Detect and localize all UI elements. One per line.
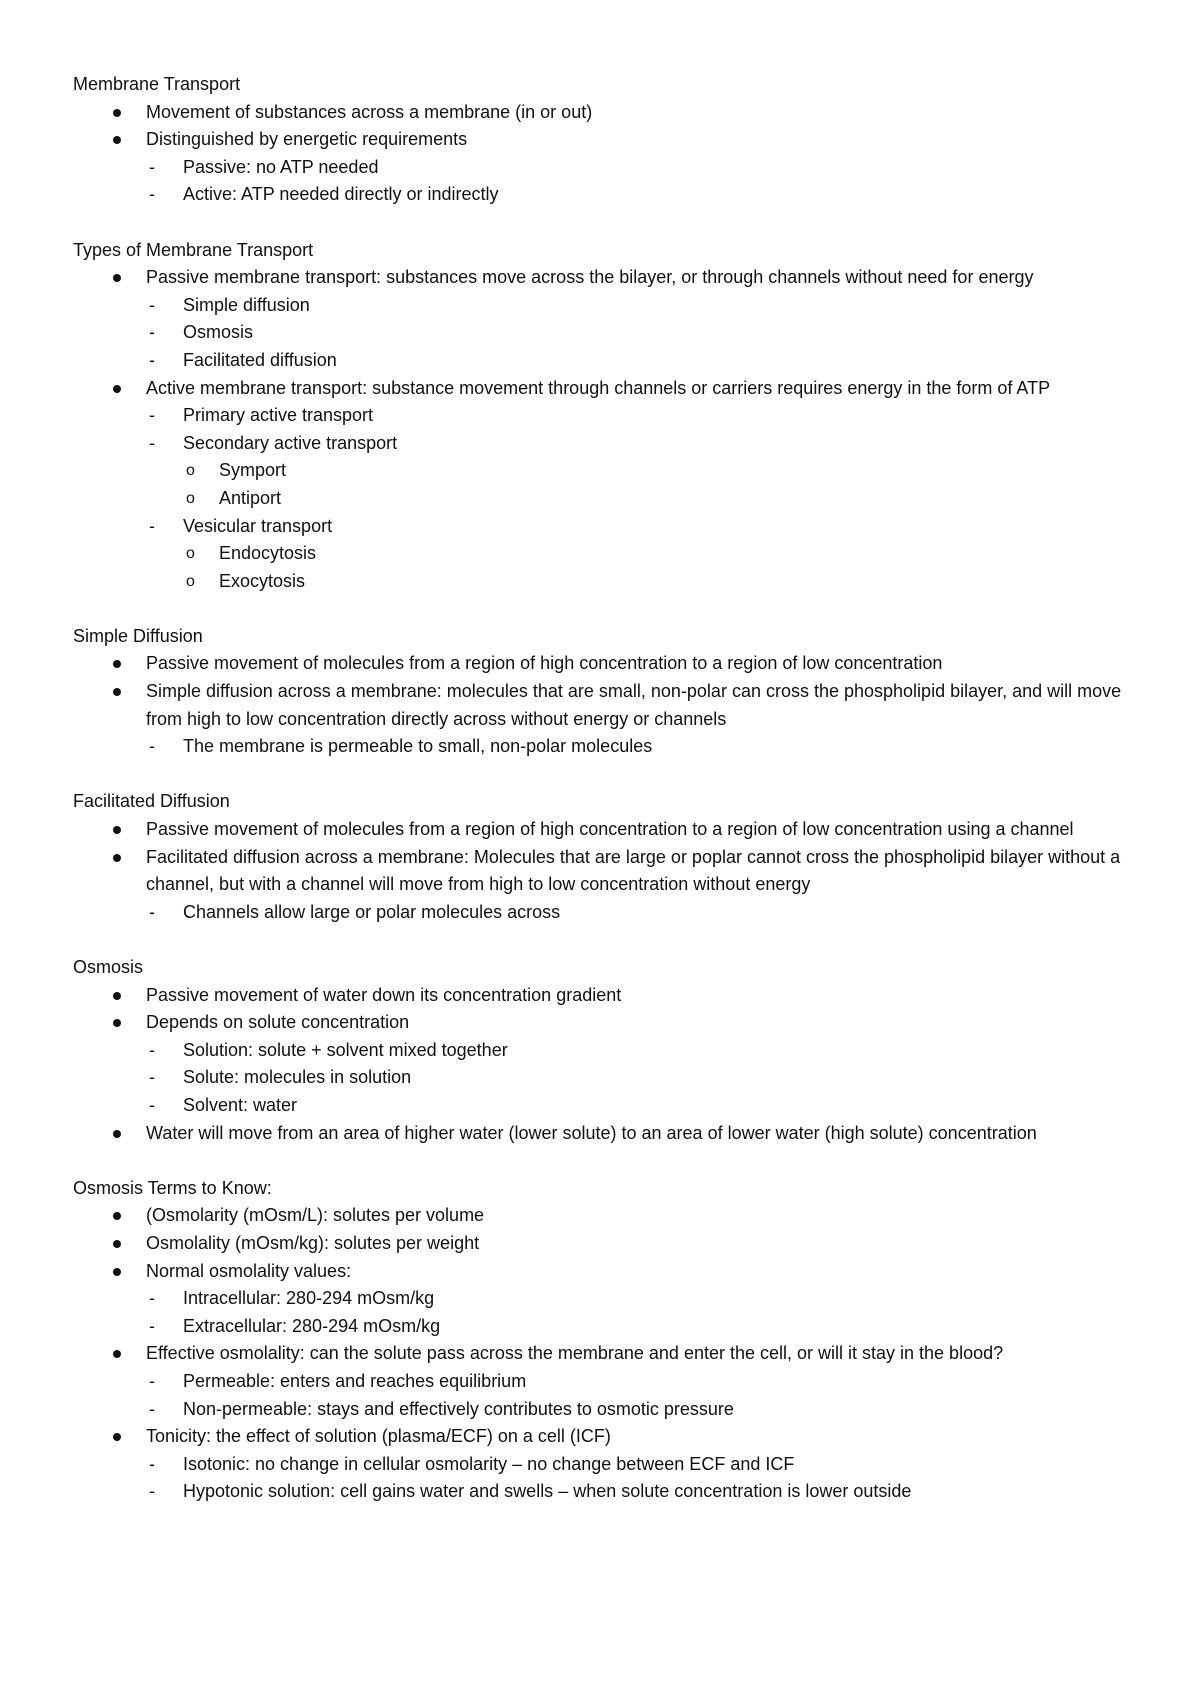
sub-sub-list-item — [219, 485, 1133, 513]
sub-sub-list-item-text: o Endocytosis — [219, 543, 316, 563]
bullet-list — [73, 99, 1133, 209]
sub-list-item-text: - Intracellular: 280-294 mOsm/kg — [183, 1288, 434, 1308]
section-facilitated-diffusion — [73, 788, 1133, 926]
list-item-text: Passive membrane transport: substances move across the bilayer, or through channels without need for energy — [146, 267, 1034, 288]
sub-list-item-text: - Hypotonic solution: cell gains water and swells – when solute concentration is lower outside — [183, 1481, 911, 1501]
sub-list-item-text: - Facilitated diffusion — [183, 350, 337, 370]
list-item-text: Normal osmolality values: — [146, 1260, 352, 1281]
list-item — [146, 678, 1133, 761]
bullet-list — [73, 816, 1133, 926]
section-types-of-membrane-transport — [73, 237, 1133, 596]
sub-list-item — [183, 1396, 1133, 1424]
document-content — [73, 71, 1133, 1533]
sub-list-item — [183, 1313, 1133, 1341]
section-heading: Osmosis Terms to Know: — [73, 1177, 272, 1198]
list-item — [146, 375, 1133, 596]
sub-list — [146, 402, 1133, 595]
list-item-text: Movement of substances across a membrane (in or out) — [146, 101, 593, 122]
sub-list — [146, 1285, 1133, 1340]
sub-sub-list-item-text: o Exocytosis — [219, 571, 305, 591]
sub-sub-list-item — [219, 540, 1133, 568]
list-item-text: Tonicity: the effect of solution (plasma/ECF) on a cell (ICF) — [146, 1426, 611, 1447]
list-item — [146, 1258, 1133, 1341]
sub-list-item — [183, 1285, 1133, 1313]
sub-list-item — [183, 347, 1133, 375]
sub-list-item — [183, 899, 1133, 927]
bullet-list — [73, 1202, 1133, 1506]
list-item — [146, 1120, 1133, 1148]
list-item-text: Passive movement of water down its concentration gradient — [146, 984, 622, 1005]
sub-list-item-text: - Solvent: water — [183, 1095, 297, 1115]
sub-list-item — [183, 733, 1133, 761]
sub-list — [146, 1037, 1133, 1120]
bullet-list — [73, 264, 1133, 595]
list-item-text: Facilitated diffusion across a membrane: Molecules that are large or poplar cannot cross the phospholipid bilayer without a channel, but with a channel will move from high to low concentration without energy — [146, 846, 1121, 895]
list-item — [146, 1202, 1133, 1230]
sub-list-item-text: - Simple diffusion — [183, 295, 310, 315]
sub-list-item-text: - Extracellular: 280-294 mOsm/kg — [183, 1316, 440, 1336]
sub-sub-list-item-text: o Antiport — [219, 488, 281, 508]
sub-list-item-text: - Vesicular transport — [183, 516, 332, 536]
list-item-text: Passive movement of molecules from a region of high concentration to a region of low concentration using a channel — [146, 819, 1074, 840]
sub-list-item — [183, 1064, 1133, 1092]
sub-list — [146, 1368, 1133, 1423]
sub-list — [146, 1451, 1133, 1506]
sub-list-item-text: - Osmosis — [183, 322, 253, 342]
sub-sub-list-item — [219, 457, 1133, 485]
sub-list-item-text: - Active: ATP needed directly or indirectly — [183, 184, 498, 204]
sub-list-item — [183, 319, 1133, 347]
list-item-text: Osmolality (mOsm/kg): solutes per weight — [146, 1232, 480, 1253]
list-item — [146, 264, 1133, 374]
sub-list-item-text: - Channels allow large or polar molecules across — [183, 902, 560, 922]
list-item — [146, 650, 1133, 678]
sub-list-item-text: - The membrane is permeable to small, non-polar molecules — [183, 736, 652, 756]
list-item — [146, 126, 1133, 209]
list-item-text: Effective osmolality: can the solute pass across the membrane and enter the cell, or will it stay in the blood? — [146, 1343, 1004, 1364]
list-item-text: Passive movement of molecules from a region of high concentration to a region of low concentration — [146, 653, 943, 674]
sub-list-item — [183, 1451, 1133, 1479]
sub-list-item — [183, 1037, 1133, 1065]
bullet-list — [73, 650, 1133, 760]
list-item — [146, 816, 1133, 844]
list-item — [146, 99, 1133, 127]
sub-list — [146, 154, 1133, 209]
list-item-text: Distinguished by energetic requirements — [146, 129, 468, 150]
sub-list-item — [183, 1478, 1133, 1506]
list-item — [146, 1230, 1133, 1258]
list-item — [146, 844, 1133, 927]
sub-list-item — [183, 430, 1133, 513]
list-item-text: (Osmolarity (mOsm/L): solutes per volume — [146, 1205, 485, 1226]
list-item-text: Active membrane transport: substance movement through channels or carriers requires energy in the form of ATP — [146, 377, 1051, 398]
sub-list-item-text: - Secondary active transport — [183, 433, 397, 453]
sub-sub-list — [183, 540, 1133, 595]
sub-list-item — [183, 1092, 1133, 1120]
sub-list-item-text: - Non-permeable: stays and effectively contributes to osmotic pressure — [183, 1399, 734, 1419]
list-item-text: Simple diffusion across a membrane: molecules that are small, non-polar can cross the phospholipid bilayer, and will move from high to low concentration directly across without energy or channels — [146, 681, 1122, 729]
section-heading: Facilitated Diffusion — [73, 791, 230, 812]
section-heading: Osmosis — [73, 957, 144, 977]
sub-list — [146, 899, 1133, 927]
list-item — [146, 1423, 1133, 1506]
sub-list-item — [183, 513, 1133, 596]
sub-list-item-text: - Isotonic: no change in cellular osmolarity – no change between ECF and ICF — [183, 1454, 794, 1474]
sub-list-item — [183, 154, 1133, 182]
list-item — [146, 982, 1133, 1010]
sub-list — [146, 733, 1133, 761]
sub-sub-list-item-text: o Symport — [219, 460, 286, 480]
section-heading: Simple Diffusion — [73, 625, 203, 646]
sub-list — [146, 292, 1133, 375]
section-heading: Types of Membrane Transport — [73, 239, 314, 260]
sub-sub-list-item — [219, 568, 1133, 596]
sub-list-item — [183, 402, 1133, 430]
list-item — [146, 1340, 1133, 1423]
section-osmosis-terms — [73, 1175, 1133, 1506]
sub-list-item-text: - Permeable: enters and reaches equilibrium — [183, 1371, 526, 1391]
section-osmosis — [73, 954, 1133, 1147]
sub-list-item-text: - Passive: no ATP needed — [183, 157, 378, 177]
sub-list-item — [183, 1368, 1133, 1396]
section-simple-diffusion — [73, 623, 1133, 761]
sub-list-item — [183, 292, 1133, 320]
section-membrane-transport — [73, 71, 1133, 209]
sub-sub-list — [183, 457, 1133, 512]
sub-list-item — [183, 181, 1133, 209]
sub-list-item-text: - Primary active transport — [183, 405, 373, 425]
list-item — [146, 1009, 1133, 1119]
sub-list-item-text: - Solute: molecules in solution — [183, 1067, 411, 1087]
bullet-list — [73, 982, 1133, 1148]
list-item-text: Depends on solute concentration — [146, 1012, 410, 1033]
section-heading: Membrane Transport — [73, 74, 241, 94]
sub-list-item-text: - Solution: solute + solvent mixed together — [183, 1040, 508, 1060]
list-item-text: Water will move from an area of higher water (lower solute) to an area of lower water (high solute) concentration — [146, 1122, 1037, 1143]
